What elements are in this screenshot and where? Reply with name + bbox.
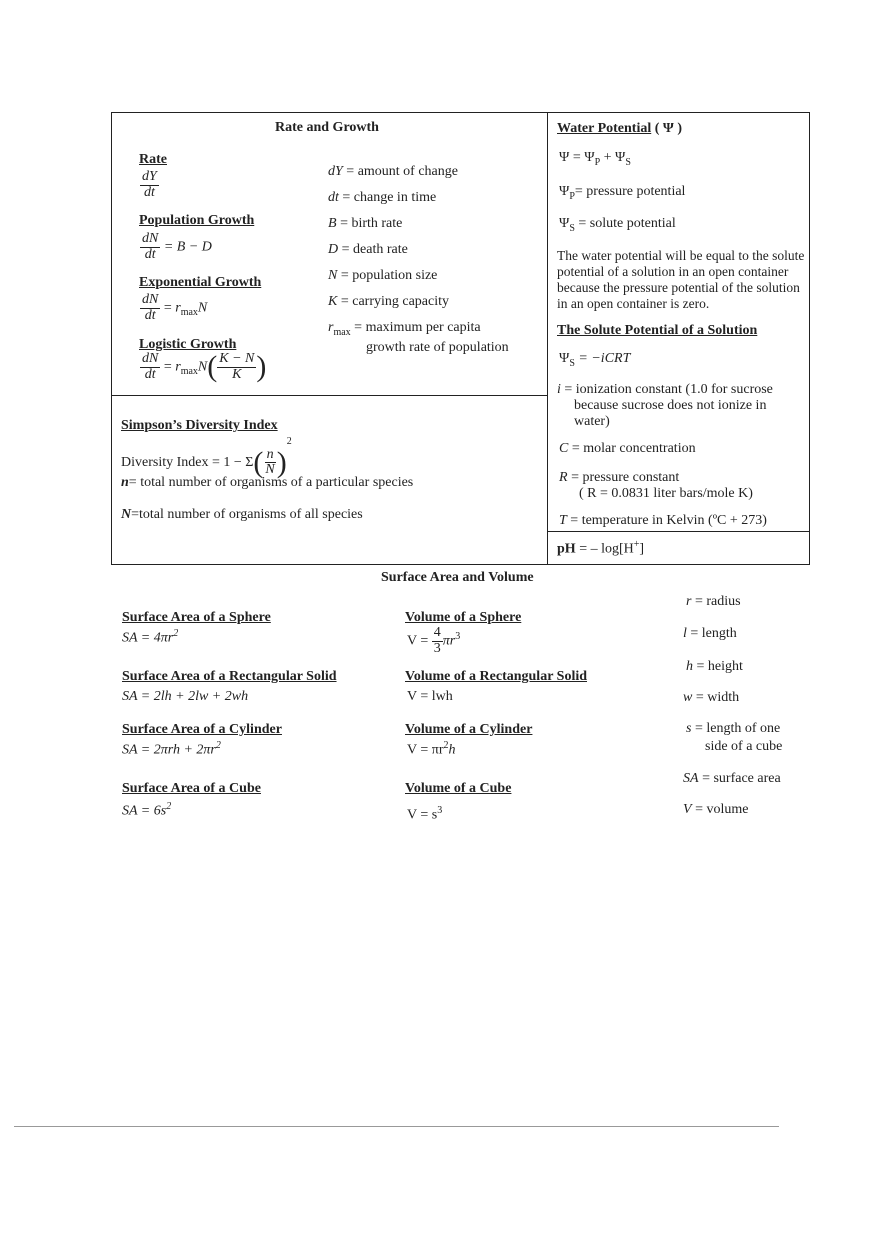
i-definition: i = ionization constant (1.0 for sucrose: [557, 382, 773, 397]
sa-rect-heading: Surface Area of a Rectangular Solid: [122, 669, 337, 684]
water-potential-box: [547, 112, 810, 532]
sa-rect-formula: SA = 2lh + 2lw + 2wh: [122, 689, 249, 704]
legend-h: h = height: [686, 659, 743, 674]
simpson-heading: Simpson’s Diversity Index: [121, 418, 278, 433]
simpson-formula: Diversity Index = 1 − Σ( $\frac{n}{N}$ )$^2$: [121, 436, 292, 479]
legend-w: w = width: [683, 690, 740, 705]
rate-growth-title: Rate and Growth: [275, 120, 379, 135]
i-definition-line2: because sucrose does not ionize in: [574, 398, 767, 413]
def-rmax-cont: growth rate of population: [366, 340, 509, 355]
water-potential-equation: $\Psi = \Psi_P + \Psi_S$: [559, 150, 631, 168]
psi-s-definition: $\Psi_S$ = solute potential: [559, 216, 676, 234]
simpson-n-definition: n= total number of organisms of a particular species: [121, 475, 414, 490]
water-potential-paragraph: The water potential will be equal to the solute potential of a solution in an open container because the pressure potential of the solution in an open container is zero.: [557, 248, 805, 311]
v-cyl-heading: Volume of a Cylinder: [405, 722, 533, 737]
sa-cube-heading: Surface Area of a Cube: [122, 781, 261, 796]
sa-sphere-formula: SA = $4\pi r^2$: [122, 628, 179, 646]
def-k: K = carrying capacity: [328, 294, 450, 309]
sa-cube-formula: SA = $6s^2$: [122, 801, 172, 819]
v-cyl-formula: $V = \pi r^2h$: [407, 740, 456, 758]
sa-cyl-heading: Surface Area of a Cylinder: [122, 722, 282, 737]
rate-formula: $\frac{dY}{dt}$: [142, 169, 157, 200]
def-dy: dY = amount of change: [328, 164, 458, 179]
def-dt: dt = change in time: [328, 190, 437, 205]
v-cube-formula: $V = s^3$: [407, 805, 443, 823]
legend-v: V = volume: [683, 802, 749, 817]
v-rect-formula: V = lwh: [407, 689, 453, 704]
exponential-growth-heading: Exponential Growth: [139, 275, 262, 290]
def-rmax: $r_{max}$ = maximum per capita: [328, 320, 481, 338]
psi-p-definition: $\Psi_P=$ pressure potential: [559, 184, 686, 202]
v-sphere-heading: Volume of a Sphere: [405, 610, 522, 625]
r-definition: R = pressure constant: [559, 470, 680, 485]
footer-rule: [14, 1126, 779, 1127]
solute-potential-equation: $\Psi_S$ = −iCRT: [559, 351, 631, 369]
v-rect-heading: Volume of a Rectangular Solid: [405, 669, 588, 684]
surface-volume-title: Surface Area and Volume: [381, 570, 534, 585]
legend-l: l = length: [683, 626, 737, 641]
c-definition: C = molar concentration: [559, 441, 696, 456]
solute-potential-heading: The Solute Potential of a Solution: [557, 323, 758, 338]
population-growth-heading: Population Growth: [139, 213, 255, 228]
legend-s: s = length of one: [686, 721, 781, 736]
logistic-growth-heading: Logistic Growth: [139, 337, 237, 352]
simpson-N-definition: N=total number of organisms of all species: [121, 507, 363, 522]
legend-r: r = radius: [686, 594, 741, 609]
i-definition-line3: water): [574, 414, 610, 429]
t-definition: T = temperature in Kelvin (ºC + 273): [559, 513, 767, 528]
def-n: N = population size: [328, 268, 438, 283]
rate-heading: Rate: [139, 152, 167, 167]
population-growth-formula: $\frac{dN}{dt}$ = B − D: [142, 231, 212, 262]
legend-s-cont: side of a cube: [705, 739, 783, 754]
sa-sphere-heading: Surface Area of a Sphere: [122, 610, 271, 625]
v-sphere-formula: V = $\frac{4}{3}$ $\pi r^3$: [407, 625, 461, 656]
def-b: B = birth rate: [328, 216, 403, 231]
legend-sa: SA = surface area: [683, 771, 781, 786]
r-definition-value: ( R = 0.0831 liter bars/mole K): [579, 486, 753, 501]
ph-formula: pH = – log[H+]: [557, 539, 645, 557]
def-d: D = death rate: [328, 242, 408, 257]
sa-cyl-formula: SA = $2\pi rh + 2\pi r^2$: [122, 740, 221, 758]
exponential-growth-formula: $\frac{dN}{dt}$ = $r_{max}N$: [142, 292, 208, 323]
logistic-growth-formula: $\frac{dN}{dt}$ = $r_{max}N$( $\frac{K - N}{K}$ ): [142, 350, 267, 384]
water-potential-heading: Water Potential ( Ψ ): [557, 121, 682, 136]
v-cube-heading: Volume of a Cube: [405, 781, 512, 796]
